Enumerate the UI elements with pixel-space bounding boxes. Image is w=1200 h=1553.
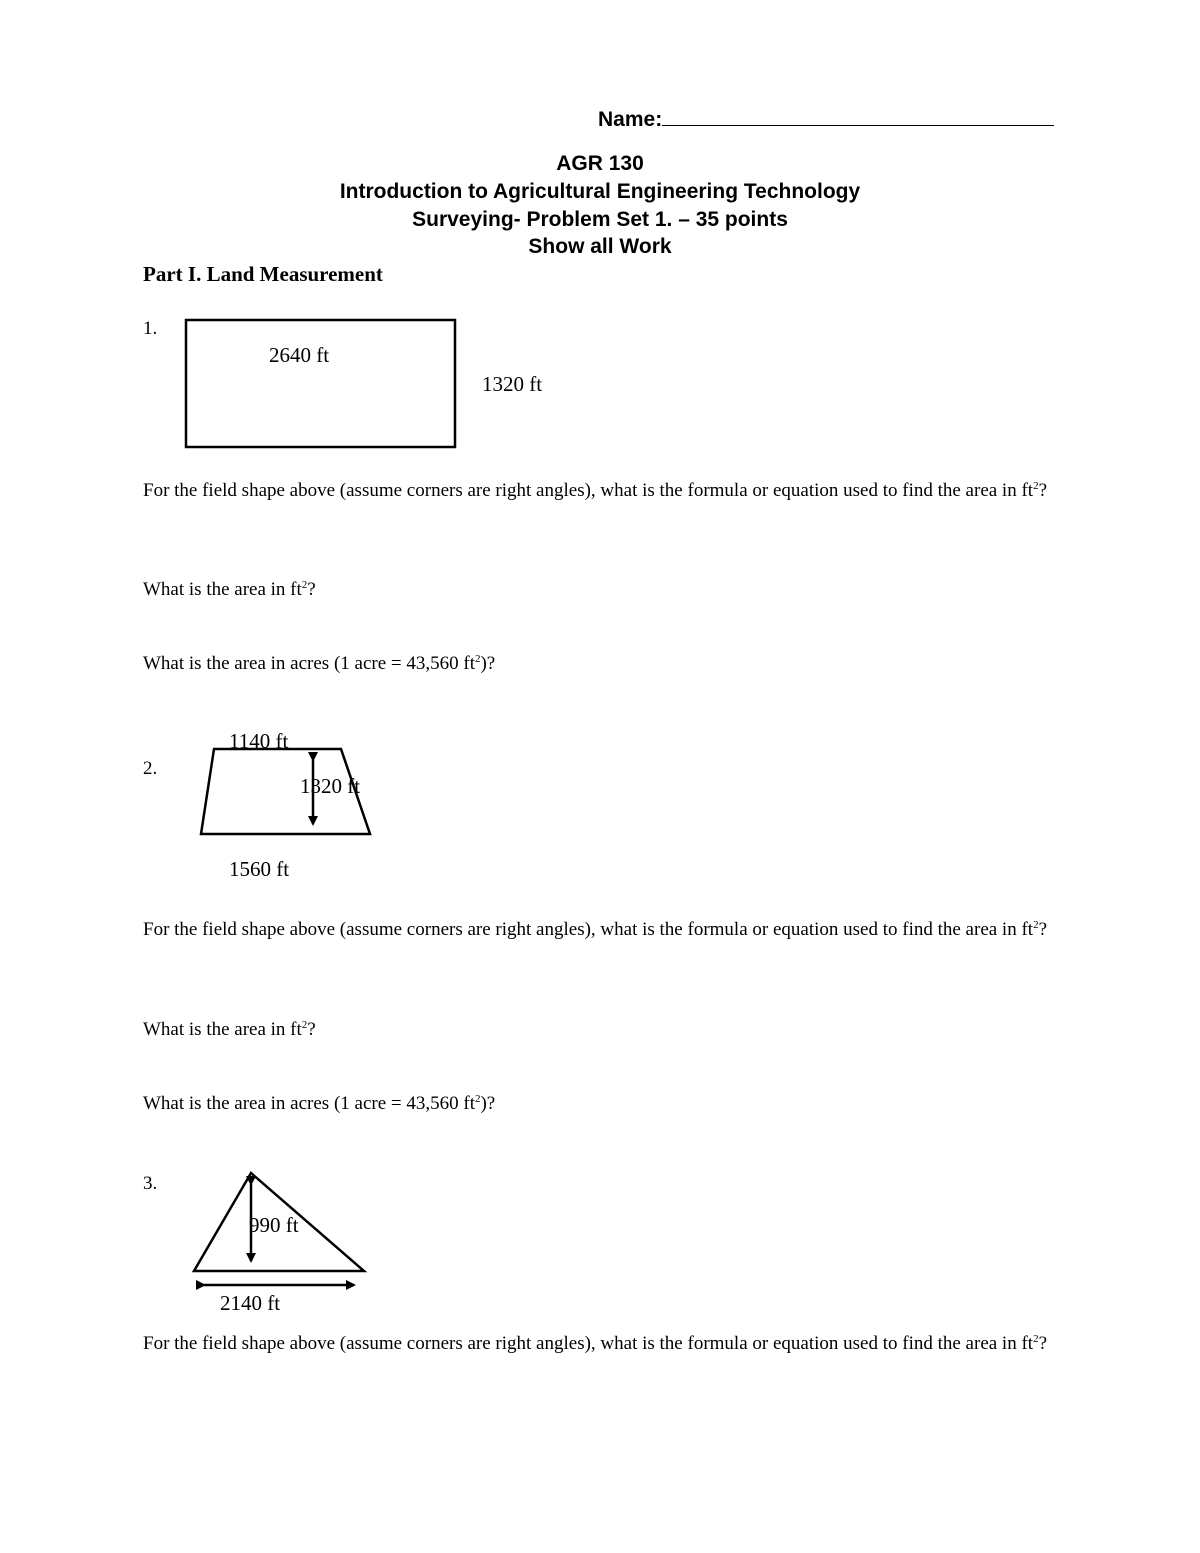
problem-2-number: 2.: [143, 758, 158, 779]
problem-1-formula-question: For the field shape above (assume corners are right angles), what is the formula or equation used to find the area in $ft^2$?: [143, 480, 1048, 501]
problem-2-height-label: 1320 ft: [300, 774, 361, 798]
problem-1-length-label: 2640 ft: [269, 343, 330, 367]
problem-3-base-label: 2140 ft: [220, 1291, 281, 1315]
part-1-heading: Part I. Land Measurement: [143, 262, 383, 286]
problem-2-top-label: 1140 ft: [229, 729, 289, 753]
instruction: Show all Work: [528, 235, 672, 258]
problem-1-number: 1.: [143, 318, 158, 339]
problem-3-formula-question: For the field shape above (assume corners are right angles), what is the formula or equation used to find the area in $ft^2$?: [143, 1333, 1048, 1354]
problem-2-area-ft-question: What is the area in $ft^2$?: [143, 1019, 316, 1040]
problem-set-title: Surveying- Problem Set 1. – 35 points: [412, 208, 788, 231]
problem-1-area-acres-question: What is the area in acres (1 acre = 43,560 $ft^2$)?: [143, 653, 496, 674]
problem-2-formula-question: For the field shape above (assume corners are right angles), what is the formula or equation used to find the area in $ft^2$?: [143, 919, 1048, 940]
course-title: Introduction to Agricultural Engineering Technology: [339, 180, 861, 203]
problem-1-width-label: 1320 ft: [482, 372, 543, 396]
problem-1-area-ft-question: What is the area in $ft^2$?: [143, 579, 316, 600]
problem-2-bottom-label: 1560 ft: [229, 857, 290, 881]
course-code: AGR 130: [556, 152, 644, 175]
problem-3-height-label: 990 ft: [249, 1213, 299, 1237]
name-label: Name:: [598, 108, 663, 131]
rectangle-field-shape: [186, 320, 455, 447]
problem-3-number: 3.: [143, 1173, 158, 1194]
problem-2-area-acres-question: What is the area in acres (1 acre = 43,560 $ft^2$)?: [143, 1093, 496, 1114]
